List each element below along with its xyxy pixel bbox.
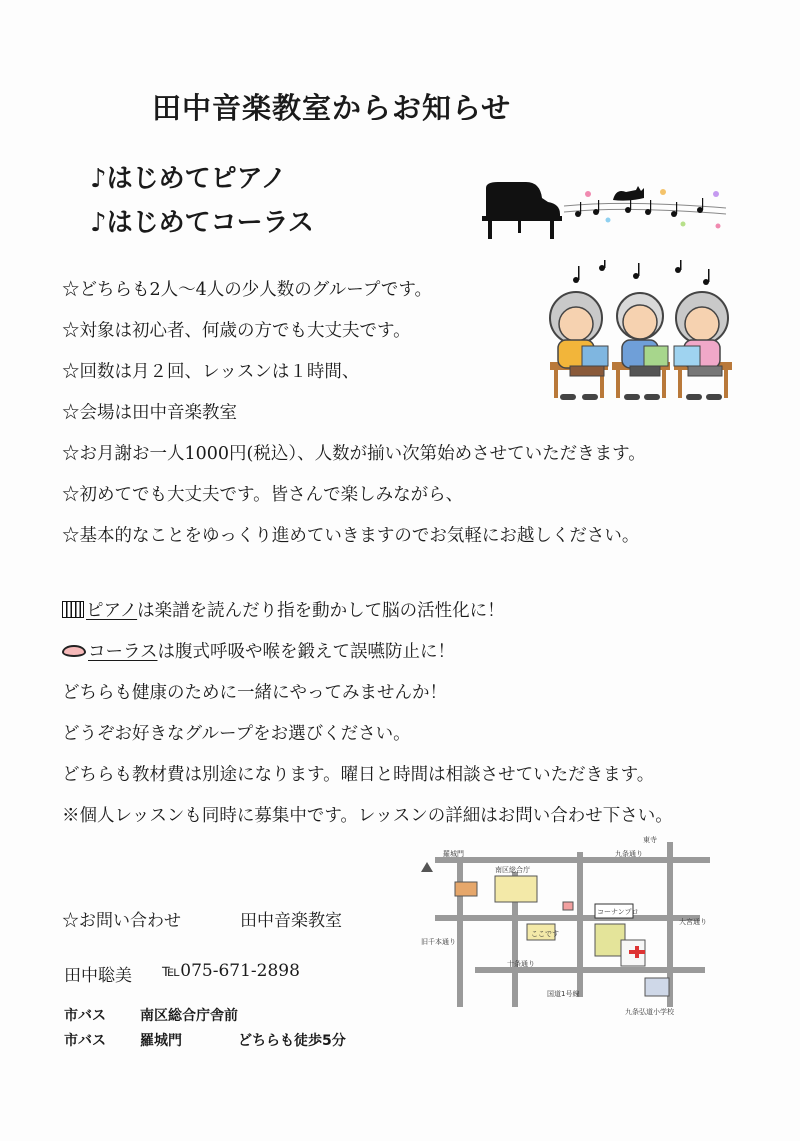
closing-line-choose: どうぞお好きなグループをお選びください。 (62, 724, 411, 744)
closing-line-health: どちらも健康のために一緒にやってみませんか！ (62, 683, 447, 703)
info-line-beginners: ☆初めてでも大丈夫です。皆さんで楽しみながら、 (62, 485, 464, 505)
access-mode-1: 市バス (64, 1008, 106, 1024)
map-label-minami-kusho: 南区総合庁 (495, 866, 530, 874)
piano-illustration (478, 180, 728, 242)
info-line-basics: ☆基本的なことをゆっくり進めていきますのでお気軽にお越しください。 (62, 526, 640, 546)
benefit-chorus-word: コーラス (88, 642, 158, 662)
map-label-school: 九条弘道小学校 (625, 1008, 674, 1016)
map-label-toji: 東寺 (643, 836, 657, 844)
closing-line-materials: どちらも教材費は別途になります。曜日と時間は相談させていただきます。 (62, 765, 655, 785)
access-mode-2: 市バス (64, 1033, 106, 1049)
contact-tel: 075-671-2898 (180, 961, 300, 981)
map-label-rajomon: 羅城門 (443, 850, 464, 858)
flyer-title: 田中音楽教室からお知らせ (152, 91, 512, 125)
contact-phone (162, 961, 300, 981)
subtitle-piano: ♪はじめてピアノ (90, 164, 287, 194)
phone-icon: ℡ (162, 961, 181, 981)
map-label-kujo: 九条通り (615, 850, 643, 858)
benefit-piano-word: ピアノ (86, 601, 138, 621)
map-label-omiya: 大宮通り (679, 918, 707, 926)
closing-line-private: ※個人レッスンも同時に募集中です。レッスンの詳細はお問い合わせ下さい。 (62, 806, 673, 826)
chorus-illustration (540, 260, 740, 405)
benefit-piano (62, 597, 505, 622)
subtitle-chorus: ♪はじめてコーラス (90, 208, 314, 238)
access-walk-note: どちらも徒歩5分 (238, 1033, 346, 1049)
map-label-senbon: 旧千本通り (421, 938, 456, 946)
map-label-kohnan: コーナンプロ (597, 908, 639, 916)
info-line-venue: ☆会場は田中音楽教室 (62, 403, 237, 423)
info-line-target: ☆対象は初心者、何歳の方でも大丈夫です。 (62, 321, 411, 341)
info-line-group-size: ☆どちらも2人～4人の少人数のグループです。 (62, 280, 432, 300)
info-line-fee: ☆お月謝お一人1000円(税込）、人数が揃い次第始めさせていただきます。 (62, 444, 646, 464)
piano-keys-icon (62, 601, 84, 618)
lips-icon (62, 645, 86, 657)
contact-school: 田中音楽教室 (240, 911, 342, 931)
access-stop-1: 南区総合庁舎前 (140, 1008, 238, 1024)
map-label-kokudo: 国道1号線 (547, 990, 580, 998)
map-label-koko: ここです (531, 930, 559, 938)
access-map (415, 832, 715, 1022)
benefit-chorus (62, 638, 455, 663)
map-label-junocho: 十条通り (507, 960, 535, 968)
info-line-frequency: ☆回数は月２回、レッスンは１時間、 (62, 362, 360, 382)
access-stop-2: 羅城門 (140, 1033, 182, 1049)
contact-name: 田中聡美 (64, 966, 132, 986)
contact-label: ☆お問い合わせ (62, 911, 181, 931)
benefit-piano-text: は楽譜を読んだり指を動かして脳の活性化に！ (137, 601, 505, 621)
benefit-chorus-text: は腹式呼吸や喉を鍛えて誤嚥防止に！ (157, 642, 455, 662)
